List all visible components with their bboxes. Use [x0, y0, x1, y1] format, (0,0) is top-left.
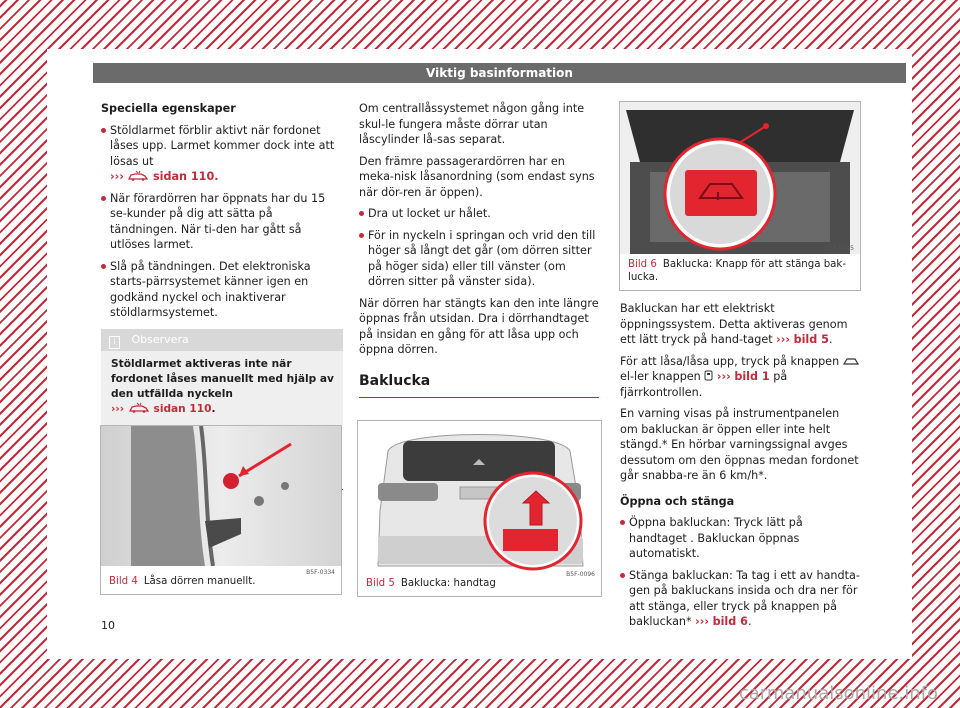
link-sidan-110[interactable]: sidan 110 — [153, 402, 212, 415]
paragraph-door-closed: När dörren har stängts kan den inte längre öppnas från utsidan. Dra i dörrhandtaget på insidan en gång för att låsa upp och öppna dörren. — [359, 296, 599, 356]
link-bild-6[interactable]: bild 6 — [712, 615, 748, 628]
figure-code: B5F-0096 — [566, 571, 595, 578]
note-box — [101, 329, 343, 425]
tailgate-handle-illustration — [358, 421, 601, 571]
ref-arrow-icon: ››› — [695, 615, 710, 628]
bullet-insert-key: För in nyckeln i springan och vrid den till höger så långt det går (om dörren sitter på höger sida) eller till vänster (om dörren sitter på vänster sida). — [359, 228, 599, 290]
note-title: Observera — [131, 332, 189, 346]
paragraph-lock-unlock-c: på fjärrkontrollen. — [620, 370, 788, 399]
figure-caption-text: Baklucka: Knapp för att stänga bak-lucka. — [628, 259, 846, 283]
paragraph-electric-opening: Bakluckan har ett elektriskt öppningssystem. Detta aktiveras genom ett lätt tryck på hand-taget ››› bild 5. — [620, 302, 848, 346]
bullet-alarm-active — [101, 123, 343, 185]
link-bild-1[interactable]: bild 1 — [734, 370, 770, 383]
figure-caption — [628, 258, 852, 284]
figure-label: Bild 4 — [109, 576, 138, 587]
paragraph-lock-unlock-b: el-ler knappen — [620, 370, 701, 383]
figure-6 — [619, 101, 861, 291]
paragraph-lock-unlock — [620, 354, 860, 401]
page-header: Viktig basinformation — [93, 63, 906, 83]
figure-label: Bild 6 — [628, 259, 657, 270]
bullet-driver-door: När förardörren har öppnats har du 15 se-kunder på dig att sätta på tändningen. När ti-den har gått så utlöses larmet. — [101, 191, 343, 253]
link-bild-5[interactable]: bild 5 — [793, 333, 829, 346]
figure-caption — [109, 575, 255, 588]
car-alarm-icon — [127, 170, 149, 181]
bullet-close-tailgate-text: Stänga bakluckan: Ta tag i ett av handta-gen på bakluckans insida och dra ner för att stänga, eller tryck på knappen på bakluckan* — [629, 568, 860, 628]
paragraph-passenger-door: Den främre passagerardörren har en meka-nisk låsanordning (som endast syns när dör-ren är öppen). — [359, 154, 595, 199]
bullet-open-tailgate: Öppna bakluckan: Tryck lätt på handtaget . Bakluckan öppnas automatiskt. — [620, 515, 860, 562]
special-features-heading: Speciella egenskaper — [101, 102, 236, 115]
figure-caption-text: Låsa dörren manuellt. — [143, 576, 256, 587]
note-text: Stöldlarmet aktiveras inte när fordonet låses manuellt med hjälp av den utfällda nyckeln — [111, 357, 334, 400]
figure-5 — [357, 420, 602, 597]
paragraph-warning: En varning visas på instrumentpanelen om bakluckan är öppen eller inte helt stängd.* En hörbar varningssignal avges dessutom om den öppnas medan fordonet går snabba-re än 6 km/h*. — [620, 407, 859, 482]
figure-caption-text: Baklucka: handtag — [400, 578, 496, 589]
paragraph-electric-opening-text: Bakluckan har ett elektriskt öppningssystem. Detta aktiveras genom ett lätt tryck på hand-taget — [620, 302, 848, 346]
paragraph-central-locking: Om centrallåssystemet någon gång inte skul-le fungera måste dörrar utan låscylinder lå-sas separat. — [359, 102, 585, 146]
note-header — [101, 329, 343, 351]
section-title-baklucka: Baklucka — [359, 372, 599, 398]
info-icon: i — [109, 336, 120, 349]
ref-arrow-icon: ››› — [776, 333, 791, 346]
open-close-heading: Öppna och stänga — [620, 494, 735, 508]
column-right — [620, 301, 860, 636]
watermark: carmanualsonline.info — [738, 683, 938, 704]
bullet-pull-cap: Dra ut locket ur hålet. — [359, 206, 599, 222]
ref-arrow-icon: ››› — [716, 370, 731, 383]
ref-arrow-icon: ››› — [110, 170, 124, 183]
car-alarm-icon — [128, 402, 150, 413]
note-body: Stöldlarmet aktiveras inte när fordonet låses manuellt med hjälp av den utfällda nyckeln ››› sidan 110. — [111, 357, 334, 415]
tailgate-button-icon — [843, 356, 859, 365]
page-number: 10 — [101, 619, 115, 632]
link-sidan-110[interactable]: sidan 110. — [152, 170, 219, 183]
figure-label: Bild 5 — [366, 578, 395, 589]
bullet-close-tailgate: Stänga bakluckan: Ta tag i ett av handta-gen på bakluckans insida och dra ner för att stänga, eller tryck på knappen på bakluckan* ››› bild 6. — [620, 568, 860, 630]
tailgate-close-button-illustration — [620, 102, 860, 254]
bullet-alarm-active-text: Stöldlarmet förblir aktivt när fordonet låses upp. Larmet kommer dock inte att lösas ut — [110, 123, 335, 168]
column-middle — [359, 101, 599, 398]
ref-arrow-icon: ››› — [111, 402, 125, 415]
figure-code: B5F-0334 — [306, 569, 335, 576]
door-lock-illustration — [101, 426, 341, 566]
bullet-ignition: Slå på tändningen. Det elektroniska starts-pärrsystemet känner igen en godkänd nyckel och inaktiverar stöldlarmsystemet. — [101, 259, 343, 321]
paragraph-lock-unlock-a: För att låsa/låsa upp, tryck på knappen — [620, 354, 840, 368]
figure-code: B5F-0045 — [825, 245, 854, 252]
figure-caption — [366, 577, 496, 590]
figure-4 — [100, 425, 342, 595]
page-sheet — [47, 49, 912, 659]
remote-key-icon — [704, 370, 713, 381]
